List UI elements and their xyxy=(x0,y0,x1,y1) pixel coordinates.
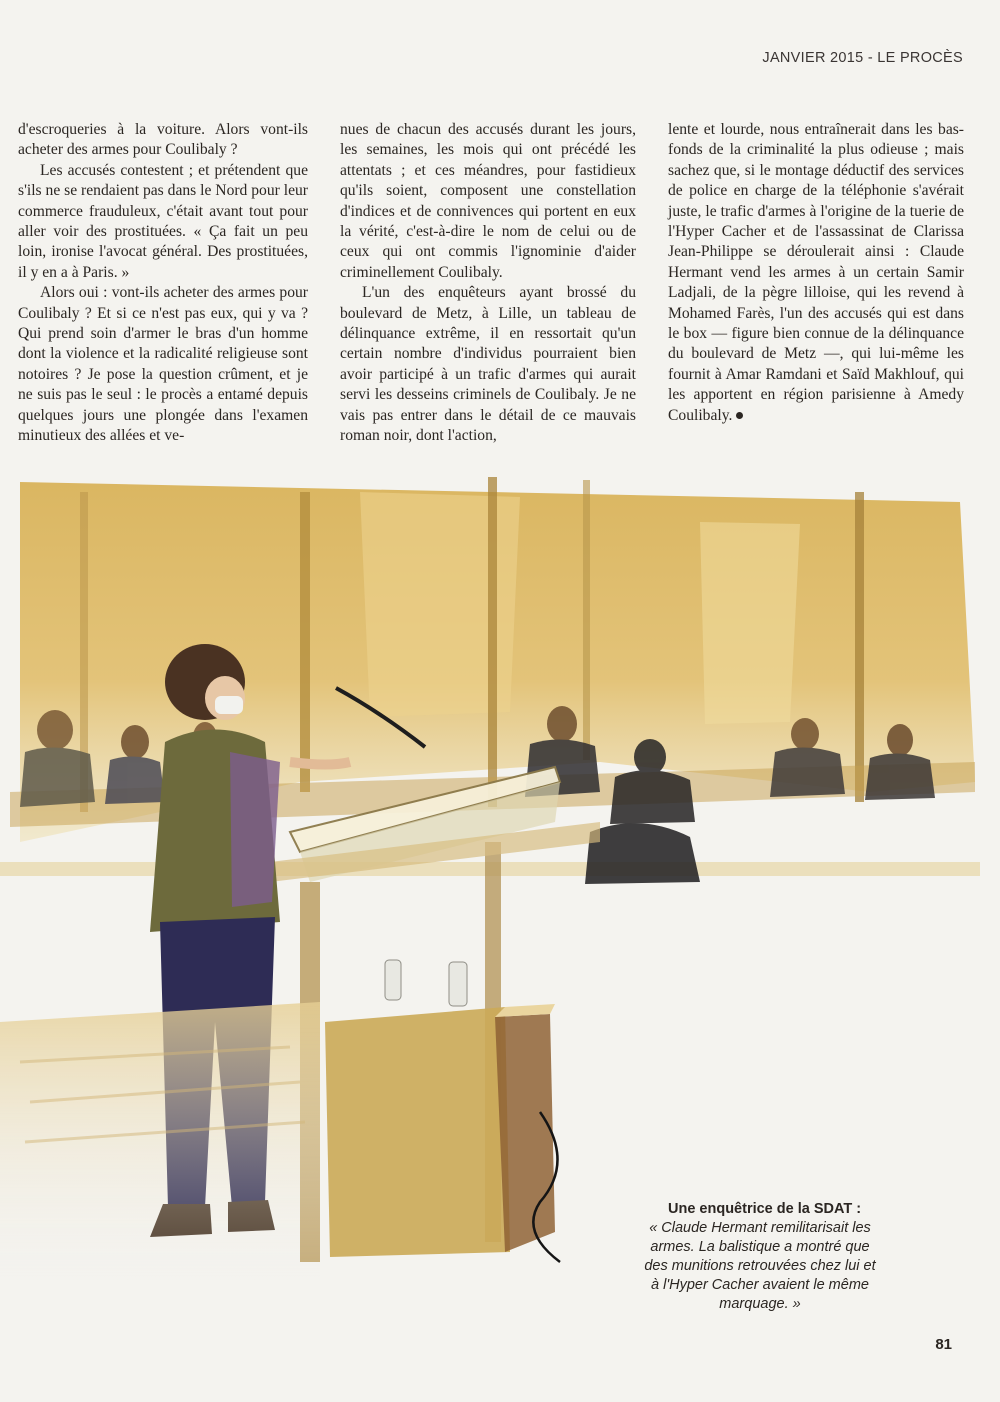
paragraph-text: lente et lourde, nous entraînerait dans les bas-fonds de la criminalité la plus odieuse ; mais sachez que, si le montage déductif des services de police en charge de la téléphonie s'avérait juste, le trafic d'armes à l'origine de la tuerie de l'Hyper Cacher et de l'assassinat de Clarissa Jean-Philippe se déroulerait ainsi : Claude Hermant vend les armes à un certain Samir Ladjali, de la pègre lilloise, qui les revend à Mohamed Farès, l'un des accusés qui est dans le box — figure bien connue de la délinquance du boulevard de Metz —, qui lui-même les fournit à Amar Ramdani et Saïd Makhlouf, qui les apportent en région parisienne à Amedy Coulibaly. xyxy=(668,121,964,424)
caption-title: Une enquêtrice de la SDAT : xyxy=(668,1201,862,1217)
end-of-article-mark xyxy=(736,412,743,419)
paragraph: Les accusés contestent ; et prétendent que s'ils ne se rendaient pas dans le Nord pour leur commerce frauduleux, c'était avant tout pour aller voir des prostituées. « Ça fait un peu loin, ironise l'avocat général. Des prostituées, il y en a à Paris. » xyxy=(18,161,308,281)
text-column-1 xyxy=(18,120,308,447)
paragraph: d'escroqueries à la voiture. Alors vont-ils acheter des armes pour Coulibaly ? xyxy=(18,121,308,159)
window-post xyxy=(583,480,590,760)
text-column-2 xyxy=(340,120,636,447)
window-post xyxy=(855,492,864,802)
paragraph: nues de chacun des accusés durant les jours, les semaines, les mois qui ont précédé les attentats ; et ces méandres, pour fastidieux qu'ils soient, composent une constellation d'indices et de connivences qui portent en eux la vérité, c'est-à-dire le nom de celui ou de ceux qui ont commis l'ignominie d'aider criminellement Coulibaly. xyxy=(340,121,636,281)
caption-quote: « Claude Hermant remilitarisait les armes. La balistique a montré que des munitions retrouvées chez lui et à l'Hyper Cacher avaient le même marquage. » xyxy=(644,1220,876,1312)
paragraph xyxy=(668,120,964,426)
window-post xyxy=(300,492,310,792)
running-title: JANVIER 2015 - LE PROCÈS xyxy=(762,50,963,66)
floor-wash xyxy=(0,1002,320,1282)
paragraph: L'un des enquêteurs ayant brossé du boulevard de Metz, à Lille, un tableau de délinquance extrême, il en ressortait qu'un certain nombre d'individus pourraient bien avoir participé à un trafic d'armes qui aurait servi les desseins criminels de Coulibaly. Je ne vais pas entrer dans le détail de ce mauvais roman noir, dont l'action, xyxy=(340,284,636,445)
page-number: 81 xyxy=(935,1336,952,1353)
courtroom-watercolor-illustration xyxy=(0,462,1000,1302)
window-post xyxy=(488,477,497,807)
illustration-caption xyxy=(640,1200,880,1314)
text-column-3 xyxy=(668,120,964,426)
water-bottles xyxy=(385,960,467,1006)
paragraph: Alors oui : vont-ils acheter des armes pour Coulibaly ? Et si ce n'est pas eux, qui y va ? Qui prend soin d'armer le bras d'un homme dont la violence et la radicalité religieuse sont notoires ? Je pose la question crûment, et je ne suis pas le seul : le procès a entamé depuis quelques jours une plongée dans l'examen minutieux des allées et ve- xyxy=(18,284,308,445)
